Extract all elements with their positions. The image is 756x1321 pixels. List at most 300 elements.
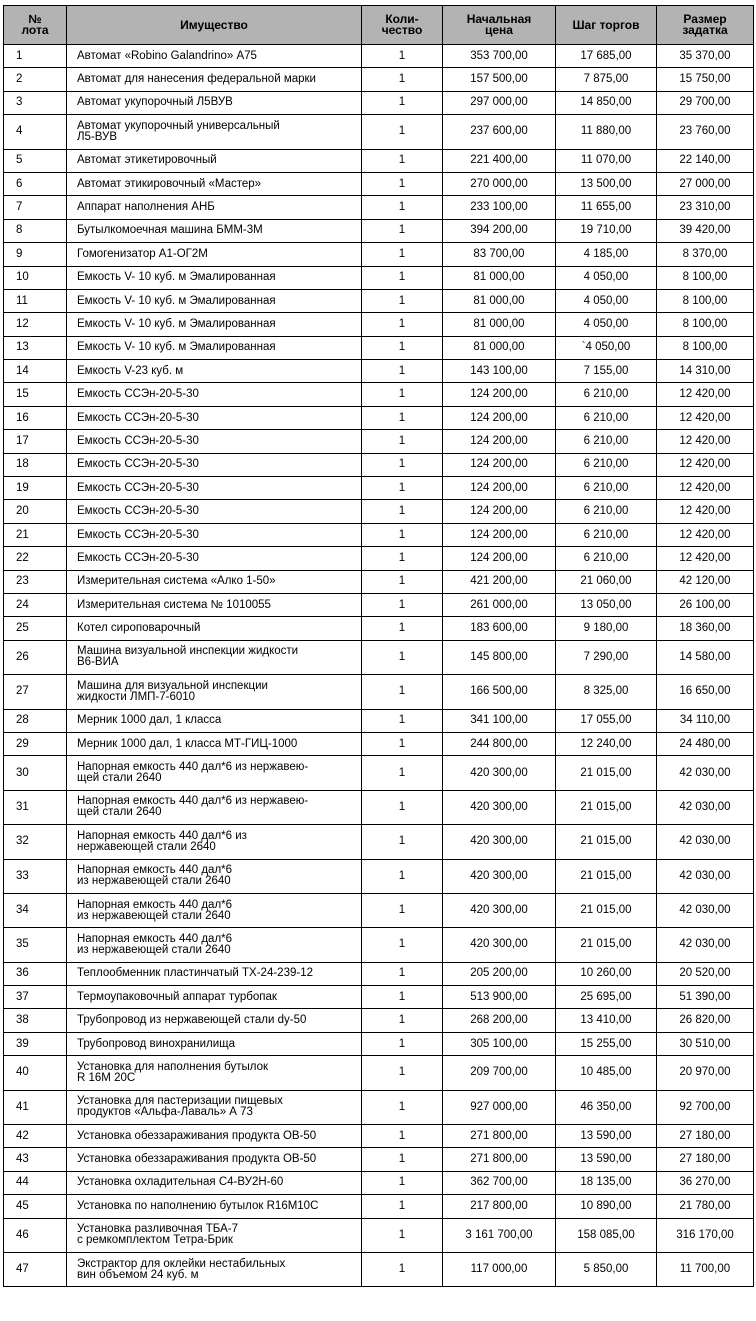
start-price-cell: 124 200,00 [443, 547, 556, 570]
quantity-cell: 1 [362, 732, 443, 755]
start-price-cell: 233 100,00 [443, 196, 556, 219]
lot-number-cell: 12 [4, 313, 67, 336]
deposit-cell: 12 420,00 [657, 430, 754, 453]
table-row [4, 243, 754, 266]
quantity-cell: 1 [362, 1056, 443, 1090]
property-name-cell: Мерник 1000 дал, 1 класса [67, 709, 362, 732]
start-price-cell: 124 200,00 [443, 523, 556, 546]
lot-number-cell: 35 [4, 928, 67, 962]
table-row [4, 756, 754, 790]
bid-step-cell: 10 485,00 [556, 1056, 657, 1090]
deposit-cell: 27 000,00 [657, 172, 754, 195]
lot-number-cell: 47 [4, 1252, 67, 1286]
table-body [4, 45, 754, 1287]
lot-number-cell: 30 [4, 756, 67, 790]
bid-step-cell: 6 210,00 [556, 453, 657, 476]
deposit-cell: 92 700,00 [657, 1090, 754, 1124]
property-name-cell: Емкость ССЭн-20-5-30 [67, 477, 362, 500]
deposit-cell: 11 700,00 [657, 1252, 754, 1286]
header-start-price: Начальная цена [443, 6, 556, 45]
property-name-cell: Мерник 1000 дал, 1 класса МТ-ГИЦ-1000 [67, 732, 362, 755]
quantity-cell: 1 [362, 45, 443, 68]
bid-step-cell: 5 850,00 [556, 1252, 657, 1286]
lot-number-cell: 29 [4, 732, 67, 755]
start-price-cell: 927 000,00 [443, 1090, 556, 1124]
property-name-cell: Установка разливочная ТБА-7 с ремкомплектом Тетра-Брик [67, 1218, 362, 1252]
bid-step-cell: 13 050,00 [556, 593, 657, 616]
start-price-cell: 362 700,00 [443, 1171, 556, 1194]
bid-step-cell: 13 590,00 [556, 1125, 657, 1148]
start-price-cell: 81 000,00 [443, 289, 556, 312]
property-name-cell: Напорная емкость 440 дал*6 из нержавеющей стали 2640 [67, 893, 362, 927]
deposit-cell: 22 140,00 [657, 149, 754, 172]
property-name-cell: Емкость V- 10 куб. м Эмалированная [67, 336, 362, 359]
start-price-cell: 124 200,00 [443, 453, 556, 476]
bid-step-cell: 21 060,00 [556, 570, 657, 593]
deposit-cell: 42 030,00 [657, 928, 754, 962]
deposit-cell: 42 030,00 [657, 790, 754, 824]
table-row [4, 406, 754, 429]
bid-step-cell: 6 210,00 [556, 477, 657, 500]
quantity-cell: 1 [362, 500, 443, 523]
start-price-cell: 166 500,00 [443, 675, 556, 709]
start-price-cell: 124 200,00 [443, 430, 556, 453]
bid-step-cell: 12 240,00 [556, 732, 657, 755]
property-name-cell: Емкость V- 10 куб. м Эмалированная [67, 313, 362, 336]
start-price-cell: 513 900,00 [443, 986, 556, 1009]
property-name-cell: Автомат укупорочный универсальный Л5-ВУВ [67, 115, 362, 149]
bid-step-cell: 14 850,00 [556, 91, 657, 114]
lot-number-cell: 37 [4, 986, 67, 1009]
lot-number-cell: 34 [4, 893, 67, 927]
quantity-cell: 1 [362, 825, 443, 859]
property-name-cell: Напорная емкость 440 дал*6 из нержавеющей стали 2640 [67, 928, 362, 962]
bid-step-cell: 17 055,00 [556, 709, 657, 732]
deposit-cell: 12 420,00 [657, 383, 754, 406]
table-row [4, 68, 754, 91]
table-row [4, 1090, 754, 1124]
lot-number-cell: 21 [4, 523, 67, 546]
property-name-cell: Установка для пастеризации пищевых продуктов «Альфа-Лаваль» А 73 [67, 1090, 362, 1124]
header-deposit: Размер задатка [657, 6, 754, 45]
deposit-cell: 39 420,00 [657, 219, 754, 242]
lot-number-cell: 26 [4, 640, 67, 674]
table-row [4, 1009, 754, 1032]
lot-number-cell: 11 [4, 289, 67, 312]
start-price-cell: 394 200,00 [443, 219, 556, 242]
bid-step-cell: 21 015,00 [556, 859, 657, 893]
start-price-cell: 3 161 700,00 [443, 1218, 556, 1252]
property-name-cell: Автомат «Robino Galandrino» А75 [67, 45, 362, 68]
start-price-cell: 353 700,00 [443, 45, 556, 68]
property-name-cell: Измерительная система «Алко 1-50» [67, 570, 362, 593]
bid-step-cell: 4 050,00 [556, 266, 657, 289]
bid-step-cell: 9 180,00 [556, 617, 657, 640]
quantity-cell: 1 [362, 336, 443, 359]
bid-step-cell: 11 655,00 [556, 196, 657, 219]
bid-step-cell: 21 015,00 [556, 756, 657, 790]
quantity-cell: 1 [362, 1148, 443, 1171]
bid-step-cell: 19 710,00 [556, 219, 657, 242]
lot-number-cell: 17 [4, 430, 67, 453]
header-property: Имущество [67, 6, 362, 45]
property-name-cell: Трубопровод винохранилища [67, 1032, 362, 1055]
bid-step-cell: 158 085,00 [556, 1218, 657, 1252]
lot-number-cell: 20 [4, 500, 67, 523]
deposit-cell: 18 360,00 [657, 617, 754, 640]
quantity-cell: 1 [362, 523, 443, 546]
table-row [4, 1056, 754, 1090]
deposit-cell: 26 100,00 [657, 593, 754, 616]
deposit-cell: 14 310,00 [657, 360, 754, 383]
table-row [4, 196, 754, 219]
table-row [4, 313, 754, 336]
start-price-cell: 261 000,00 [443, 593, 556, 616]
deposit-cell: 34 110,00 [657, 709, 754, 732]
property-name-cell: Установка для наполнения бутылок R 16M 20C [67, 1056, 362, 1090]
start-price-cell: 420 300,00 [443, 928, 556, 962]
lot-number-cell: 7 [4, 196, 67, 219]
deposit-cell: 8 100,00 [657, 266, 754, 289]
lot-number-cell: 25 [4, 617, 67, 640]
lot-number-cell: 23 [4, 570, 67, 593]
table-row [4, 859, 754, 893]
bid-step-cell: 7 875,00 [556, 68, 657, 91]
table-row [4, 430, 754, 453]
bid-step-cell: 21 015,00 [556, 790, 657, 824]
quantity-cell: 1 [362, 196, 443, 219]
quantity-cell: 1 [362, 928, 443, 962]
bid-step-cell: 6 210,00 [556, 523, 657, 546]
header-row [4, 6, 754, 45]
lots-table [3, 5, 754, 1287]
property-name-cell: Установка по наполнению бутылок R16M10C [67, 1195, 362, 1218]
quantity-cell: 1 [362, 1218, 443, 1252]
deposit-cell: 30 510,00 [657, 1032, 754, 1055]
quantity-cell: 1 [362, 91, 443, 114]
deposit-cell: 42 120,00 [657, 570, 754, 593]
start-price-cell: 271 800,00 [443, 1148, 556, 1171]
quantity-cell: 1 [362, 986, 443, 1009]
property-name-cell: Напорная емкость 440 дал*6 из нержавеющей стали 2640 [67, 859, 362, 893]
quantity-cell: 1 [362, 1252, 443, 1286]
deposit-cell: 21 780,00 [657, 1195, 754, 1218]
lot-number-cell: 19 [4, 477, 67, 500]
start-price-cell: 421 200,00 [443, 570, 556, 593]
header-quantity: Коли- чество [362, 6, 443, 45]
bid-step-cell: 8 325,00 [556, 675, 657, 709]
bid-step-cell: 6 210,00 [556, 383, 657, 406]
table-row [4, 500, 754, 523]
deposit-cell: 12 420,00 [657, 500, 754, 523]
quantity-cell: 1 [362, 617, 443, 640]
quantity-cell: 1 [362, 1090, 443, 1124]
quantity-cell: 1 [362, 360, 443, 383]
lot-number-cell: 1 [4, 45, 67, 68]
deposit-cell: 12 420,00 [657, 453, 754, 476]
start-price-cell: 420 300,00 [443, 790, 556, 824]
deposit-cell: 35 370,00 [657, 45, 754, 68]
bid-step-cell: 7 290,00 [556, 640, 657, 674]
quantity-cell: 1 [362, 675, 443, 709]
start-price-cell: 341 100,00 [443, 709, 556, 732]
bid-step-cell: 21 015,00 [556, 825, 657, 859]
start-price-cell: 420 300,00 [443, 825, 556, 859]
lot-number-cell: 43 [4, 1148, 67, 1171]
property-name-cell: Аппарат наполнения АНБ [67, 196, 362, 219]
start-price-cell: 270 000,00 [443, 172, 556, 195]
start-price-cell: 420 300,00 [443, 859, 556, 893]
quantity-cell: 1 [362, 962, 443, 985]
lot-number-cell: 22 [4, 547, 67, 570]
start-price-cell: 244 800,00 [443, 732, 556, 755]
start-price-cell: 124 200,00 [443, 383, 556, 406]
deposit-cell: 42 030,00 [657, 756, 754, 790]
property-name-cell: Установка обеззараживания продукта ОВ-50 [67, 1148, 362, 1171]
property-name-cell: Емкость ССЭн-20-5-30 [67, 383, 362, 406]
quantity-cell: 1 [362, 1195, 443, 1218]
property-name-cell: Напорная емкость 440 дал*6 из нержавею- щей стали 2640 [67, 756, 362, 790]
deposit-cell: 8 100,00 [657, 289, 754, 312]
lot-number-cell: 18 [4, 453, 67, 476]
start-price-cell: 305 100,00 [443, 1032, 556, 1055]
property-name-cell: Установка охладительная С4-ВУ2Н-60 [67, 1171, 362, 1194]
table-header [4, 6, 754, 45]
start-price-cell: 420 300,00 [443, 756, 556, 790]
deposit-cell: 26 820,00 [657, 1009, 754, 1032]
quantity-cell: 1 [362, 453, 443, 476]
lot-number-cell: 15 [4, 383, 67, 406]
deposit-cell: 8 100,00 [657, 336, 754, 359]
lot-number-cell: 13 [4, 336, 67, 359]
start-price-cell: 124 200,00 [443, 500, 556, 523]
property-name-cell: Теплообменник пластинчатый ТХ-24-239-12 [67, 962, 362, 985]
table-row [4, 523, 754, 546]
property-name-cell: Емкость ССЭн-20-5-30 [67, 500, 362, 523]
table-row [4, 1252, 754, 1286]
table-row [4, 593, 754, 616]
start-price-cell: 217 800,00 [443, 1195, 556, 1218]
table-row [4, 289, 754, 312]
table-row [4, 675, 754, 709]
deposit-cell: 15 750,00 [657, 68, 754, 91]
bid-step-cell: 6 210,00 [556, 430, 657, 453]
quantity-cell: 1 [362, 756, 443, 790]
table-row [4, 732, 754, 755]
lot-number-cell: 36 [4, 962, 67, 985]
table-row [4, 477, 754, 500]
quantity-cell: 1 [362, 430, 443, 453]
deposit-cell: 42 030,00 [657, 825, 754, 859]
property-name-cell: Емкость V- 10 куб. м Эмалированная [67, 289, 362, 312]
lot-number-cell: 2 [4, 68, 67, 91]
deposit-cell: 29 700,00 [657, 91, 754, 114]
property-name-cell: Измерительная система № 1010055 [67, 593, 362, 616]
quantity-cell: 1 [362, 570, 443, 593]
table-row [4, 360, 754, 383]
bid-step-cell: 6 210,00 [556, 406, 657, 429]
deposit-cell: 51 390,00 [657, 986, 754, 1009]
deposit-cell: 27 180,00 [657, 1125, 754, 1148]
quantity-cell: 1 [362, 243, 443, 266]
property-name-cell: Машина для визуальной инспекции жидкости ЛМП-7-6010 [67, 675, 362, 709]
bid-step-cell: 7 155,00 [556, 360, 657, 383]
property-name-cell: Емкость ССЭн-20-5-30 [67, 430, 362, 453]
bid-step-cell: 13 590,00 [556, 1148, 657, 1171]
property-name-cell: Автомат укупорочный Л5ВУВ [67, 91, 362, 114]
property-name-cell: Емкость ССЭн-20-5-30 [67, 547, 362, 570]
property-name-cell: Трубопровод из нержавеющей стали dy-50 [67, 1009, 362, 1032]
property-name-cell: Емкость ССЭн-20-5-30 [67, 406, 362, 429]
lot-number-cell: 33 [4, 859, 67, 893]
start-price-cell: 420 300,00 [443, 893, 556, 927]
lot-number-cell: 45 [4, 1195, 67, 1218]
start-price-cell: 145 800,00 [443, 640, 556, 674]
table-row [4, 266, 754, 289]
deposit-cell: 24 480,00 [657, 732, 754, 755]
table-row [4, 1171, 754, 1194]
table-row [4, 547, 754, 570]
bid-step-cell: 4 050,00 [556, 313, 657, 336]
deposit-cell: 20 520,00 [657, 962, 754, 985]
start-price-cell: 124 200,00 [443, 477, 556, 500]
table-row [4, 1195, 754, 1218]
lot-number-cell: 39 [4, 1032, 67, 1055]
bid-step-cell: 25 695,00 [556, 986, 657, 1009]
quantity-cell: 1 [362, 547, 443, 570]
quantity-cell: 1 [362, 1009, 443, 1032]
deposit-cell: 23 760,00 [657, 115, 754, 149]
property-name-cell: Экстрактор для оклейки нестабильных вин объемом 24 куб. м [67, 1252, 362, 1286]
start-price-cell: 221 400,00 [443, 149, 556, 172]
lot-number-cell: 6 [4, 172, 67, 195]
lot-number-cell: 4 [4, 115, 67, 149]
quantity-cell: 1 [362, 149, 443, 172]
start-price-cell: 157 500,00 [443, 68, 556, 91]
table-row [4, 640, 754, 674]
deposit-cell: 23 310,00 [657, 196, 754, 219]
lot-number-cell: 27 [4, 675, 67, 709]
deposit-cell: 12 420,00 [657, 477, 754, 500]
bid-step-cell: 13 500,00 [556, 172, 657, 195]
bid-step-cell: 18 135,00 [556, 1171, 657, 1194]
lot-number-cell: 24 [4, 593, 67, 616]
lot-number-cell: 28 [4, 709, 67, 732]
table-row [4, 709, 754, 732]
lot-number-cell: 8 [4, 219, 67, 242]
bid-step-cell: 11 880,00 [556, 115, 657, 149]
lot-number-cell: 40 [4, 1056, 67, 1090]
quantity-cell: 1 [362, 1125, 443, 1148]
start-price-cell: 117 000,00 [443, 1252, 556, 1286]
quantity-cell: 1 [362, 383, 443, 406]
lot-number-cell: 9 [4, 243, 67, 266]
property-name-cell: Бутылкомоечная машина БММ-3М [67, 219, 362, 242]
deposit-cell: 12 420,00 [657, 406, 754, 429]
bid-step-cell: 10 890,00 [556, 1195, 657, 1218]
property-name-cell: Емкость V- 10 куб. м Эмалированная [67, 266, 362, 289]
property-name-cell: Автомат этикировочный «Мастер» [67, 172, 362, 195]
start-price-cell: 237 600,00 [443, 115, 556, 149]
lot-number-cell: 41 [4, 1090, 67, 1124]
table-row [4, 986, 754, 1009]
deposit-cell: 316 170,00 [657, 1218, 754, 1252]
start-price-cell: 124 200,00 [443, 406, 556, 429]
lot-number-cell: 10 [4, 266, 67, 289]
table-row [4, 172, 754, 195]
table-row [4, 149, 754, 172]
start-price-cell: 183 600,00 [443, 617, 556, 640]
start-price-cell: 268 200,00 [443, 1009, 556, 1032]
table-row [4, 825, 754, 859]
table-row [4, 617, 754, 640]
property-name-cell: Емкость ССЭн-20-5-30 [67, 453, 362, 476]
deposit-cell: 42 030,00 [657, 893, 754, 927]
bid-step-cell: 4 050,00 [556, 289, 657, 312]
deposit-cell: 8 100,00 [657, 313, 754, 336]
deposit-cell: 12 420,00 [657, 523, 754, 546]
start-price-cell: 271 800,00 [443, 1125, 556, 1148]
quantity-cell: 1 [362, 266, 443, 289]
bid-step-cell: 21 015,00 [556, 893, 657, 927]
quantity-cell: 1 [362, 219, 443, 242]
lot-number-cell: 42 [4, 1125, 67, 1148]
bid-step-cell: 4 185,00 [556, 243, 657, 266]
start-price-cell: 81 000,00 [443, 336, 556, 359]
deposit-cell: 20 970,00 [657, 1056, 754, 1090]
property-name-cell: Гомогенизатор А1-ОГ2М [67, 243, 362, 266]
quantity-cell: 1 [362, 289, 443, 312]
bid-step-cell: 6 210,00 [556, 500, 657, 523]
start-price-cell: 81 000,00 [443, 313, 556, 336]
quantity-cell: 1 [362, 1032, 443, 1055]
quantity-cell: 1 [362, 172, 443, 195]
table-row [4, 790, 754, 824]
quantity-cell: 1 [362, 593, 443, 616]
bid-step-cell: 6 210,00 [556, 547, 657, 570]
quantity-cell: 1 [362, 115, 443, 149]
start-price-cell: 205 200,00 [443, 962, 556, 985]
table-row [4, 962, 754, 985]
bid-step-cell: 13 410,00 [556, 1009, 657, 1032]
quantity-cell: 1 [362, 893, 443, 927]
header-lot-number: № лота [4, 6, 67, 45]
start-price-cell: 83 700,00 [443, 243, 556, 266]
deposit-cell: 12 420,00 [657, 547, 754, 570]
property-name-cell: Емкость V-23 куб. м [67, 360, 362, 383]
property-name-cell: Емкость ССЭн-20-5-30 [67, 523, 362, 546]
start-price-cell: 81 000,00 [443, 266, 556, 289]
deposit-cell: 36 270,00 [657, 1171, 754, 1194]
deposit-cell: 42 030,00 [657, 859, 754, 893]
deposit-cell: 14 580,00 [657, 640, 754, 674]
quantity-cell: 1 [362, 790, 443, 824]
table-row [4, 336, 754, 359]
start-price-cell: 209 700,00 [443, 1056, 556, 1090]
start-price-cell: 297 000,00 [443, 91, 556, 114]
table-row [4, 91, 754, 114]
property-name-cell: Напорная емкость 440 дал*6 из нержавеющей стали 2640 [67, 825, 362, 859]
deposit-cell: 16 650,00 [657, 675, 754, 709]
bid-step-cell: 10 260,00 [556, 962, 657, 985]
lot-number-cell: 38 [4, 1009, 67, 1032]
bid-step-cell: `4 050,00 [556, 336, 657, 359]
property-name-cell: Термоупаковочный аппарат турбопак [67, 986, 362, 1009]
table-row [4, 1148, 754, 1171]
bid-step-cell: 17 685,00 [556, 45, 657, 68]
quantity-cell: 1 [362, 859, 443, 893]
bid-step-cell: 46 350,00 [556, 1090, 657, 1124]
